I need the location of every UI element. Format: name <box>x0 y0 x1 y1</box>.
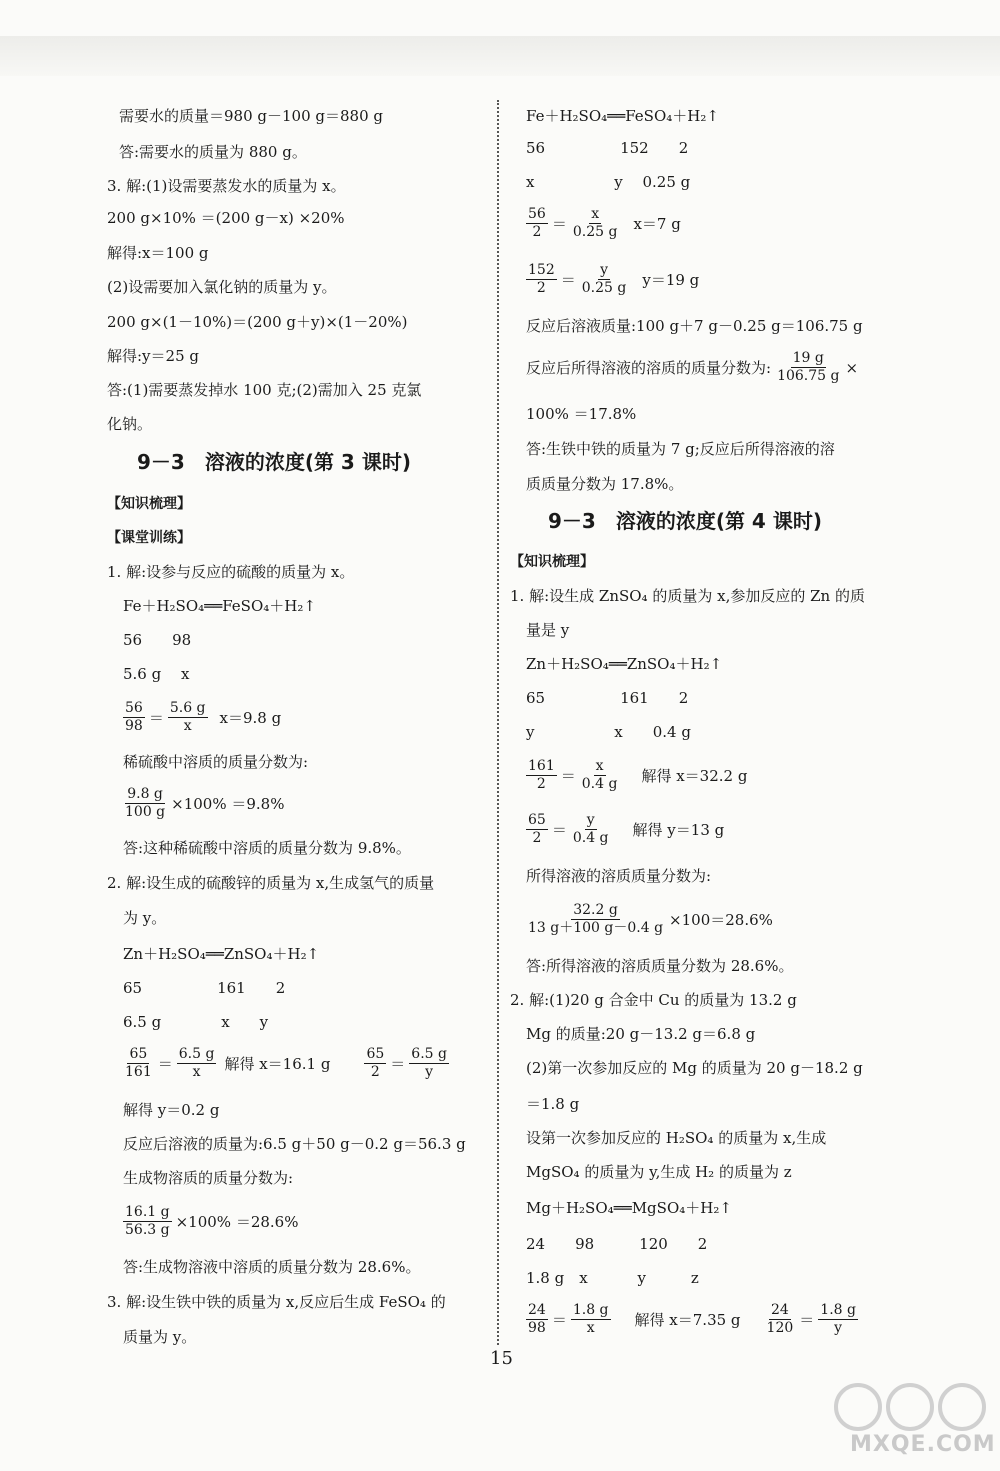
fraction: $\frac{y}{0.25 g}$ <box>581 262 627 296</box>
fraction-line: $\frac{32.2 g}{13 g+100 g-0.4 g}$ ×100＝28.6% <box>528 902 773 936</box>
fraction-line: $\frac{9.8 g}{100 g}$ ×100% ＝9.8% <box>125 786 285 820</box>
text-line: 质量为 y。 <box>123 1328 197 1346</box>
text-line: 答:(1)需要蒸发掉水 100 克;(2)需加入 25 克氯 <box>107 381 422 399</box>
fraction: $\frac{x}{0.4 g}$ <box>581 758 618 792</box>
text-line: x y 0.25 g <box>526 173 691 191</box>
text-line: 化钠。 <box>107 415 153 433</box>
text-line: 量是 y <box>526 621 570 639</box>
text-line: 3. 解:(1)设需要蒸发水的质量为 x。 <box>107 177 346 195</box>
text-line: 质质量分数为 17.8%。 <box>526 475 684 493</box>
text-line: 3. 解:设生铁中铁的质量为 x,反应后生成 FeSO₄ 的 <box>107 1293 446 1311</box>
section-tag: 【知识梳理】 <box>107 496 191 512</box>
fraction: $\frac{65}{2}$ <box>366 1046 385 1080</box>
text-line: 65 161 2 <box>123 979 286 997</box>
fraction: $\frac{56}{2}$ <box>528 206 546 240</box>
text-line: 6.5 g x y <box>123 1013 269 1031</box>
section-tag: 【课堂训练】 <box>107 530 191 546</box>
text-line: 答:生铁中铁的质量为 7 g;反应后所得溶液的溶 <box>526 440 835 458</box>
fraction: $\frac{19 g}{106.75 g}$ <box>777 350 840 384</box>
equation: Mg＋H₂SO₄══MgSO₄＋H₂↑ <box>526 1199 732 1217</box>
text-line: 稀硫酸中溶质的质量分数为: <box>123 753 309 771</box>
text-line: 设第一次参加反应的 H₂SO₄ 的质量为 x,生成 <box>526 1129 827 1147</box>
text-line: y x 0.4 g <box>526 723 691 741</box>
fraction-line: 反应后所得溶液的溶质的质量分数为: $\frac{19 g}{106.75 g}$ × <box>526 350 859 384</box>
fraction: $\frac{9.8 g}{100 g}$ <box>125 786 166 820</box>
fraction: $\frac{x}{0.25 g}$ <box>572 206 618 240</box>
fraction: $\frac{65}{2}$ <box>528 812 546 846</box>
text-line: 24 98 120 2 <box>526 1235 708 1253</box>
text-line: 1.8 g x y z <box>526 1269 699 1287</box>
fraction-line: $\frac{16.1 g}{56.3 g}$ ×100% ＝28.6% <box>125 1204 299 1238</box>
section-heading: 9－3 溶液的浓度(第 3 课时) <box>137 450 411 474</box>
text-line: 2. 解:(1)20 g 合金中 Cu 的质量为 13.2 g <box>510 991 797 1009</box>
text-line: 200 g×(1－10%)＝(200 g＋y)×(1－20%) <box>107 313 408 331</box>
fraction: $\frac{65}{161}$ <box>125 1046 152 1080</box>
text-line: 需要水的质量＝980 g－100 g＝880 g <box>119 107 384 125</box>
left-column <box>107 0 487 1471</box>
fraction: $\frac{1.8 g}{y}$ <box>820 1302 856 1336</box>
text-line: 56 152 2 <box>526 139 689 157</box>
text-line: MgSO₄ 的质量为 y,生成 H₂ 的质量为 z <box>526 1163 792 1181</box>
section-tag: 【知识梳理】 <box>510 554 594 570</box>
text-line: 56 98 <box>123 631 192 649</box>
fraction: $\frac{56}{98}$ <box>125 700 143 734</box>
text-line: 1. 解:设生成 ZnSO₄ 的质量为 x,参加反应的 Zn 的质 <box>510 587 865 605</box>
text-line: (2)设需要加入氯化钠的质量为 y。 <box>107 278 337 296</box>
page-number: 15 <box>490 1348 513 1369</box>
fraction-line: $\frac{65}{161}$ ＝ $\frac{6.5 g}{x}$ 解得 x＝16.1 g $\frac{65}{2}$ ＝ $\frac{6.5 g}{y}$ <box>125 1046 447 1080</box>
fraction: $\frac{1.8 g}{x}$ <box>572 1302 609 1336</box>
fraction: $\frac{161}{2}$ <box>528 758 555 792</box>
fraction: $\frac{152}{2}$ <box>528 262 555 296</box>
fraction: $\frac{16.1 g}{56.3 g}$ <box>125 1204 170 1238</box>
text-line: Mg 的质量:20 g－13.2 g＝6.8 g <box>526 1025 756 1043</box>
fraction-line: $\frac{24}{98}$ ＝ $\frac{1.8 g}{x}$ 解得 x＝7.35 g $\frac{24}{120}$ ＝ $\frac{1.8 g}{y}$ <box>528 1302 856 1336</box>
text-line: 反应后溶液的质量为:6.5 g＋50 g－0.2 g＝56.3 g <box>123 1135 466 1153</box>
watermark-text: MXQE.COM <box>850 1432 996 1457</box>
equation: Fe＋H₂SO₄══FeSO₄＋H₂↑ <box>123 597 316 615</box>
text-line: 65 161 2 <box>526 689 689 707</box>
fraction-line: $\frac{152}{2}$ ＝ $\frac{y}{0.25 g}$ y＝19 g <box>528 262 700 296</box>
fraction: $\frac{6.5 g}{y}$ <box>411 1046 447 1080</box>
text-line: 答:这种稀硫酸中溶质的质量分数为 9.8%。 <box>123 839 411 857</box>
fraction-line: $\frac{56}{2}$ ＝ $\frac{x}{0.25 g}$ x＝7 g <box>528 206 681 240</box>
text-line: 解得 y＝0.2 g <box>123 1101 220 1119</box>
equation: Zn＋H₂SO₄══ZnSO₄＋H₂↑ <box>526 655 723 673</box>
text-line: 解得:y＝25 g <box>107 347 199 365</box>
text-line: 100% ＝17.8% <box>526 405 637 423</box>
text-line: 5.6 g x <box>123 665 190 683</box>
text-line: 答:所得溶液的溶质质量分数为 28.6%。 <box>526 957 794 975</box>
column-divider <box>497 100 499 1345</box>
text-line: 所得溶液的溶质质量分数为: <box>526 867 712 885</box>
text-line: ＝1.8 g <box>526 1095 580 1113</box>
text-line: 为 y。 <box>123 909 167 927</box>
fraction: $\frac{6.5 g}{x}$ <box>178 1046 215 1080</box>
text-line: (2)第一次参加反应的 Mg 的质量为 20 g－18.2 g <box>526 1059 863 1077</box>
text-line: 200 g×10% ＝(200 g－x) ×20% <box>107 209 345 227</box>
text-line: 答:需要水的质量为 880 g。 <box>119 143 307 161</box>
fraction: $\frac{32.2 g}{13 g+100 g-0.4 g}$ <box>528 902 664 936</box>
fraction-line: $\frac{65}{2}$ ＝ $\frac{y}{0.4 g}$ 解得 y＝13 g <box>528 812 725 846</box>
equation: Fe＋H₂SO₄══FeSO₄＋H₂↑ <box>526 107 719 125</box>
fraction-line: $\frac{161}{2}$ ＝ $\frac{x}{0.4 g}$ 解得 x＝32.2 g <box>528 758 748 792</box>
text-line: 反应后溶液质量:100 g＋7 g－0.25 g＝106.75 g <box>526 317 863 335</box>
text-line: 生成物溶质的质量分数为: <box>123 1169 294 1187</box>
right-column <box>510 0 890 1471</box>
equation: Zn＋H₂SO₄══ZnSO₄＋H₂↑ <box>123 945 320 963</box>
text-line: 2. 解:设生成的硫酸锌的质量为 x,生成氢气的质量 <box>107 874 435 892</box>
text-line: 1. 解:设参与反应的硫酸的质量为 x。 <box>107 563 355 581</box>
text-line: 答:生成物溶液中溶质的质量分数为 28.6%。 <box>123 1258 421 1276</box>
fraction: $\frac{5.6 g}{x}$ <box>169 700 206 734</box>
fraction: $\frac{24}{120}$ <box>766 1302 794 1336</box>
text-line: 解得:x＝100 g <box>107 244 209 262</box>
fraction: $\frac{y}{0.4 g}$ <box>572 812 609 846</box>
fraction: $\frac{24}{98}$ <box>528 1302 546 1336</box>
section-heading: 9－3 溶液的浓度(第 4 课时) <box>548 509 822 533</box>
fraction-line: $\frac{56}{98}$ ＝ $\frac{5.6 g}{x}$ x＝9.8 g <box>125 700 282 734</box>
